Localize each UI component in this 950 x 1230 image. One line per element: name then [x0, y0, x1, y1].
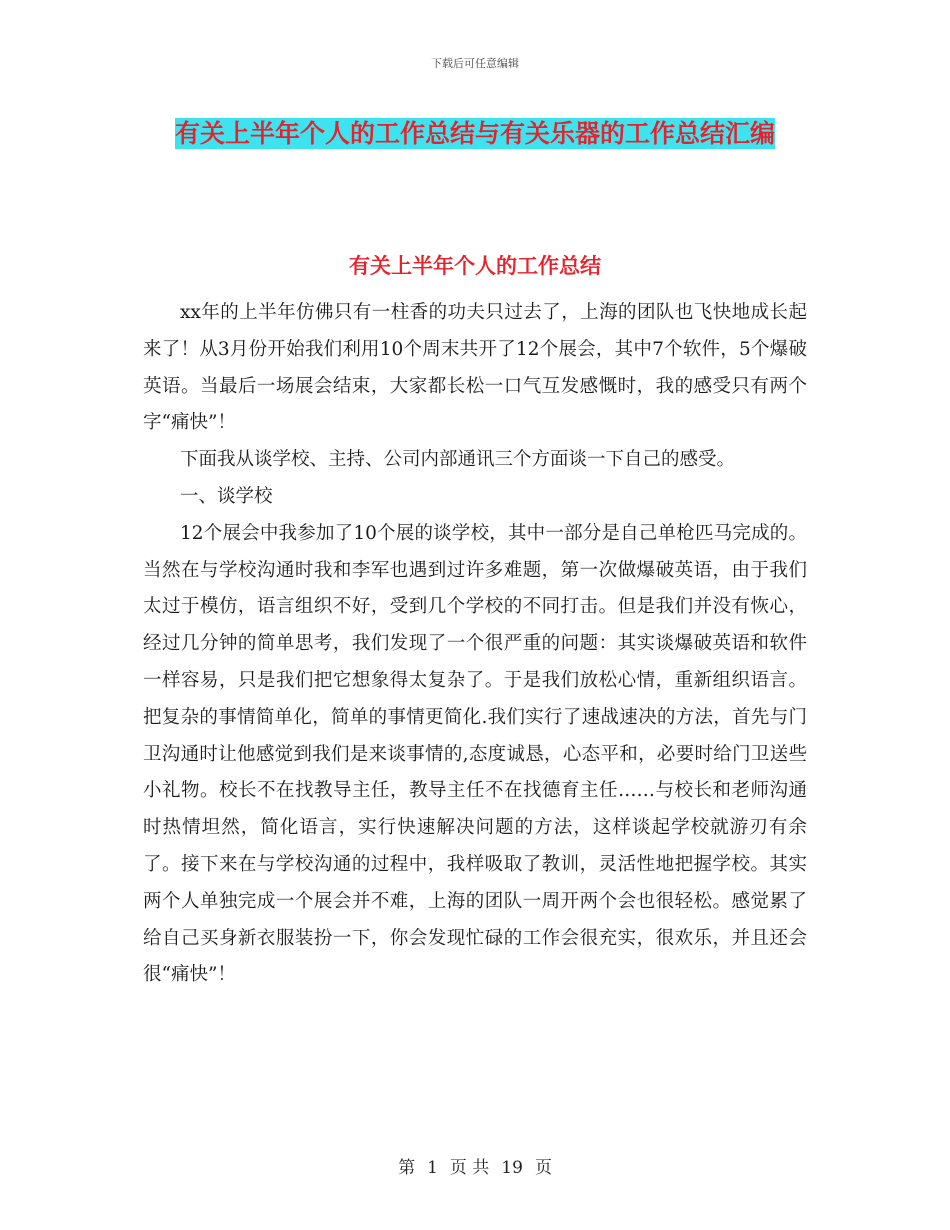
page-suffix: 页 [534, 1158, 552, 1178]
paragraph: 12个展会中我参加了10个展的谈学校，其中一部分是自己单枪匹马完成的。当然在与学校沟通时我和李军也遇到过许多难题，第一次做爆破英语，由于我们太过于模仿，语言组织不好，受到几个学校的不同打击。但是我们并没有恢心，经过几分钟的简单思考，我们发现了一个很严重的问题：其实谈爆破英语和软件一样容易，只是我们把它想象得太复杂了。于是我们放松心情，重新组织语言。把复杂的事情简单化，简单的事情更简化.我们实行了速战速决的方法，首先与门卫沟通时让他感觉到我们是来谈事情的,态度诚恳，心态平和，必要时给门卫送些小礼物。校长不在找教导主任，教导主任不在找德育主任……与校长和老师沟通时热情坦然，简化语言，实行快速解决问题的方法，这样谈起学校就游刃有余了。接下来在与学校沟通的过程中，我样吸取了教训，灵活性地把握学校。其实两个人单独完成一个展会并不难，上海的团队一周开两个会也很轻松。感觉累了给自己买身新衣服装扮一下，你会发现忙碌的工作会很充实，很欢乐，并且还会很“痛快”！ [143, 522, 807, 986]
paragraph: xx年的上半年仿佛只有一柱香的功夫只过去了，上海的团队也飞快地成长起来了！从3月份开始我们利用10个周末共开了12个展会，其中7个软件，5个爆破英语。当最后一场展会结束，大家都长松一口气互发感慨时，我的感受只有两个字“痛快”！ [143, 302, 807, 434]
paragraph: 下面我从谈学校、主持、公司内部通讯三个方面谈一下自己的感受。 [180, 449, 736, 471]
page-footer [0, 1153, 950, 1178]
page-prefix: 第 [398, 1158, 416, 1178]
document-body [143, 295, 807, 994]
page-mid: 页 共 [449, 1158, 490, 1178]
header-note: 下载后可任意编辑 [431, 57, 519, 70]
subheading: 一、谈学校 [180, 485, 273, 507]
page-number: 1 [427, 1158, 438, 1178]
document-title-text: 有关上半年个人的工作总结与有关乐器的工作总结汇编 [174, 119, 775, 148]
document-title [140, 112, 810, 156]
total-pages: 19 [501, 1158, 523, 1178]
section-title: 有关上半年个人的工作总结 [349, 254, 601, 278]
